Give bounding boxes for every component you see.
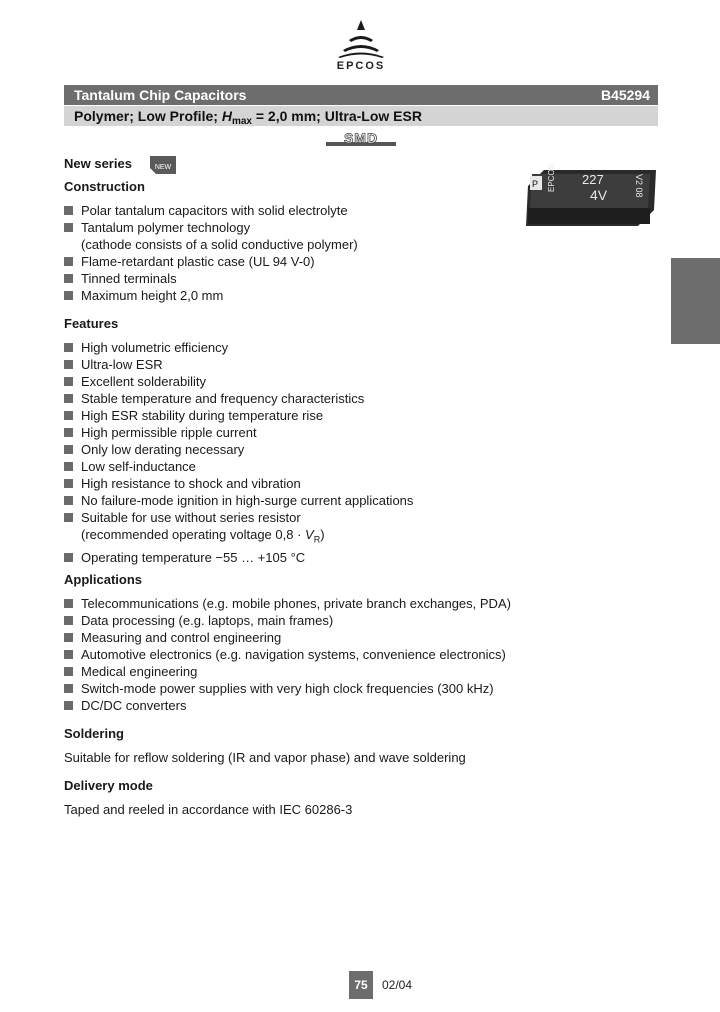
applications-heading: Applications — [64, 572, 143, 587]
list-item: Stable temperature and frequency characteristics — [64, 390, 664, 407]
soldering-section — [64, 725, 664, 766]
list-item: Ultra-low ESR — [64, 356, 664, 373]
bullet-square-icon — [64, 701, 73, 710]
document-title: Tantalum Chip Capacitors — [74, 87, 247, 103]
svg-text:EPCOS: EPCOS — [547, 164, 556, 192]
features-heading: Features — [64, 316, 119, 331]
issue-date: 02/04 — [382, 978, 413, 992]
list-item: Switch-mode power supplies with very high clock frequencies (300 kHz) — [64, 680, 664, 697]
bullet-square-icon — [64, 411, 73, 420]
list-item: Tantalum polymer technology (cathode consists of a solid conductive polymer) — [64, 219, 664, 253]
list-item: High permissible ripple current — [64, 424, 664, 441]
list-item: Maximum height 2,0 mm — [64, 287, 664, 304]
list-item: Polar tantalum capacitors with solid electrolyte — [64, 202, 664, 219]
bullet-square-icon — [64, 343, 73, 352]
list-item: No failure-mode ignition in high-surge current applications — [64, 492, 664, 509]
svg-text:227: 227 — [582, 172, 604, 187]
bullet-square-icon — [64, 633, 73, 642]
title-bar — [64, 85, 658, 105]
brand-name: EPCOS — [336, 60, 386, 72]
list-item: High resistance to shock and vibration — [64, 475, 664, 492]
list-item: Only low derating necessary — [64, 441, 664, 458]
list-item: Measuring and control engineering — [64, 629, 664, 646]
list-item: Data processing (e.g. laptops, main frames) — [64, 612, 664, 629]
svg-text:V2 08: V2 08 — [634, 174, 644, 198]
list-item: Automotive electronics (e.g. navigation systems, convenience electronics) — [64, 646, 664, 663]
applications-list — [64, 595, 664, 714]
list-item: High volumetric efficiency — [64, 339, 664, 356]
bullet-square-icon — [64, 684, 73, 693]
list-item: Telecommunications (e.g. mobile phones, private branch exchanges, PDA) — [64, 595, 664, 612]
construction-section — [64, 178, 664, 304]
bullet-square-icon — [64, 553, 73, 562]
features-list — [64, 339, 664, 566]
delivery-heading: Delivery mode — [64, 778, 153, 793]
bullet-square-icon — [64, 428, 73, 437]
svg-text:P: P — [531, 179, 539, 189]
list-item: Flame-retardant plastic case (UL 94 V-0) — [64, 253, 664, 270]
bullet-square-icon — [64, 377, 73, 386]
bullet-square-icon — [64, 360, 73, 369]
new-series-label: New series — [64, 156, 132, 171]
bullet-square-icon — [64, 394, 73, 403]
construction-heading: Construction — [64, 179, 145, 194]
bullet-square-icon — [64, 445, 73, 454]
epcos-triangle-icon — [335, 18, 387, 58]
list-item: High ESR stability during temperature rise — [64, 407, 664, 424]
svg-text:4V: 4V — [590, 187, 608, 203]
epcos-logo — [328, 18, 394, 72]
new-badge-icon — [150, 156, 176, 174]
page-number: 75 — [349, 971, 373, 999]
bullet-square-icon — [64, 257, 73, 266]
bullet-square-icon — [64, 650, 73, 659]
subtitle-bar — [64, 106, 658, 126]
bullet-square-icon — [64, 462, 73, 471]
bullet-square-icon — [64, 616, 73, 625]
list-item: DC/DC converters — [64, 697, 664, 714]
soldering-text: Suitable for reflow soldering (IR and vapor phase) and wave soldering — [64, 750, 466, 765]
svg-text:SMD: SMD — [343, 131, 379, 146]
list-item: Suitable for use without series resistor (recommended operating voltage $0,8 \cdot V_R$) — [64, 509, 664, 549]
smd-mark-icon — [326, 131, 396, 147]
svg-text:NEW: NEW — [154, 164, 172, 171]
list-item: Operating temperature −55 … +105 °C — [64, 549, 664, 566]
bullet-square-icon — [64, 599, 73, 608]
list-item: Low self-inductance — [64, 458, 664, 475]
bullet-square-icon — [64, 223, 73, 232]
bullet-square-icon — [64, 479, 73, 488]
soldering-heading: Soldering — [64, 726, 124, 741]
bullet-square-icon — [64, 274, 73, 283]
bullet-square-icon — [64, 496, 73, 505]
list-item: Tinned terminals — [64, 270, 664, 287]
list-item: Excellent solderability — [64, 373, 664, 390]
delivery-section — [64, 777, 664, 818]
features-section — [64, 315, 664, 566]
product-code: B45294 — [600, 87, 650, 103]
bullet-square-icon — [64, 206, 73, 215]
document-subtitle: Polymer; Low Profile; $H_{max} = 2,0$ mm; Ultra-Low ESR — [74, 108, 422, 127]
delivery-text: Taped and reeled in accordance with IEC 60286-3 — [64, 802, 353, 817]
bullet-square-icon — [64, 513, 73, 522]
bullet-square-icon — [64, 667, 73, 676]
list-item: Medical engineering — [64, 663, 664, 680]
side-tab — [671, 258, 720, 344]
applications-section — [64, 571, 664, 714]
bullet-square-icon — [64, 291, 73, 300]
construction-list — [64, 202, 664, 304]
